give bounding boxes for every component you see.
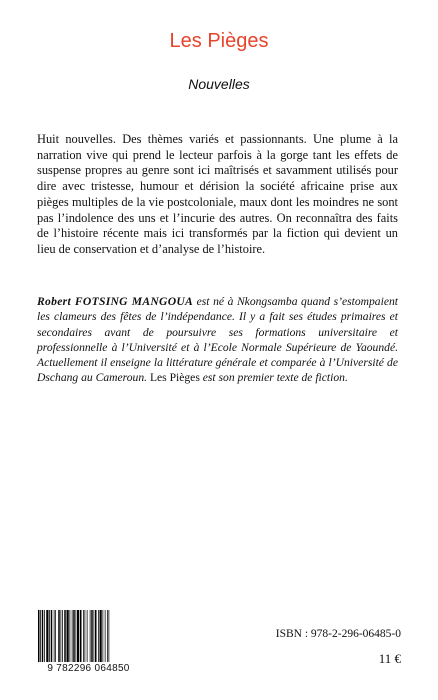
barcode-bar: [87, 610, 88, 662]
barcode-bar: [98, 610, 99, 662]
barcode-bar: [100, 610, 102, 662]
barcode-bar: [44, 610, 45, 662]
barcode-bar: [62, 610, 63, 662]
barcode-bar: [103, 610, 104, 662]
barcode-bar: [40, 610, 41, 662]
barcode-bar: [49, 610, 50, 662]
barcode-bar: [38, 610, 40, 662]
barcode-bar: [83, 610, 84, 662]
barcode-bar: [105, 610, 106, 662]
barcode-bar: [42, 610, 44, 662]
barcode-bar: [91, 610, 93, 662]
barcode-bar: [61, 610, 62, 662]
bio-book-title: Les Pièges: [149, 371, 200, 385]
barcode-bar: [46, 610, 48, 662]
barcode-bar: [76, 610, 77, 662]
author-bio: [37, 294, 398, 386]
barcode-bar: [67, 610, 69, 662]
book-summary: Huit nouvelles. Des thèmes variés et passionnants. Une plume à la narration vive qui prend le lecteur parfois à la gorge tant les effets de suspense propres au genre sont ici maîtrisés et savamment utilisés pour dire avec tristesse, humour et dérision la société africaine prise aux pièges multiples de la vie postcoloniale, maux dont les moindres ne sont pas l’indolence des uns et l’incurie des autres. On reconnaîtra des faits de l’histoire récente mais ici transformés par la fiction qui devient un lieu de conservation et d’analyse de l’histoire.: [37, 132, 398, 256]
barcode-bar: [51, 610, 53, 662]
isbn-label: ISBN : 978-2-296-06485-0: [275, 628, 401, 640]
barcode-bar: [72, 610, 73, 662]
barcode-bar: [107, 610, 108, 662]
barcode-bar: [64, 610, 66, 662]
barcode-bar: [70, 610, 71, 662]
barcode-bar: [77, 610, 79, 662]
barcode-bar: [73, 610, 75, 662]
barcode-digits: 9 782296 064850: [47, 663, 130, 674]
book-subtitle: Nouvelles: [188, 76, 250, 92]
bio-text-part1: est né à Nkongsamba quand s’estompaient les clameurs des fêtes de l’indépendance. Il y a fait ses études primaires et secondaires avant de poursuivre ses formations universitaire et professionnelle à l’Université et à l’Ecole Normale Supérieure de Yaoundé. Actuellement il enseigne la littérature générale et comparée à l’Université de Dschang au Cameroun.: [37, 295, 398, 385]
barcode-bar: [80, 610, 82, 662]
barcode-image: [36, 610, 141, 662]
barcode-bar: [54, 610, 55, 662]
barcode-bar: [55, 610, 56, 662]
price-label: 11 €: [378, 651, 401, 666]
barcode-bar: [58, 610, 60, 662]
barcode-bar: [94, 610, 95, 662]
barcode-bar: [95, 610, 97, 662]
bio-text-part2: est son premier texte de fiction.: [199, 371, 348, 385]
barcode-bar: [90, 610, 91, 662]
book-title: Les Pièges: [169, 30, 269, 52]
barcode-bar: [85, 610, 86, 662]
author-name: Robert FOTSING MANGOUA: [37, 295, 194, 308]
barcode-bar: [109, 610, 110, 662]
